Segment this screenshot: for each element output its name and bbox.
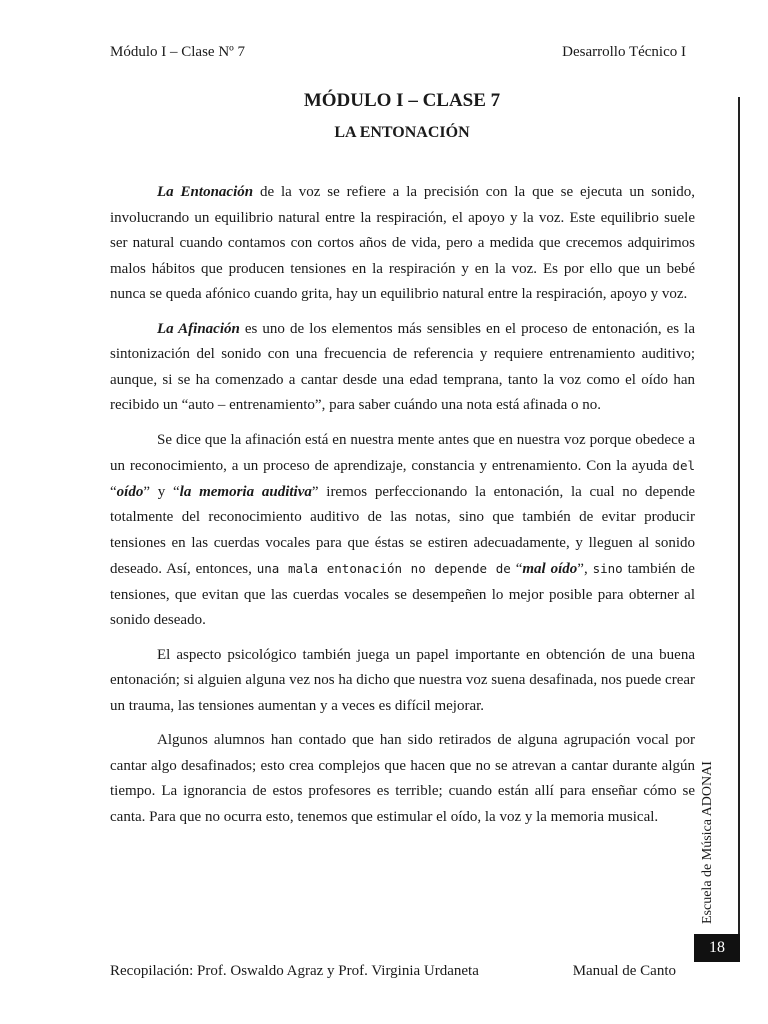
paragraph-3-text-4: ” iremos perfeccionando la entonación, la cual no depende totalmente del reconocimiento auditivo de las notas, sino que también de evitar producir tensiones en las cuerdas vocales para que éstas se estiren adecuadamente, y lleguen al sonido deseado. Así, entonces, (110, 483, 695, 577)
school-label: Escuela de Música ADONAI (700, 761, 715, 924)
paragraph-3-text-7: también de tensiones, que evitan que las cuerdas vocales se desempeñen lo mejor posible para obterner al sonido deseado. (110, 561, 695, 628)
paragraph-4: El aspecto psicológico también juega un papel importante en obtención de una buena entonación; si alguien alguna vez nos ha dicho que nuestra voz suena desafinada, nos puede crear un trauma, las tensiones aumentan y a veces es difícil mejorar. (110, 646, 695, 714)
paragraph-3-text-2: “ (110, 483, 117, 500)
paragraph-2 (110, 317, 695, 419)
paragraph-3-text-3: ” y “ (143, 483, 180, 500)
paragraph-3-text-6: ”, (577, 561, 593, 577)
term-memoria-auditiva: la memoria auditiva (179, 483, 312, 500)
page-title: MÓDULO I – CLASE 7 (303, 90, 501, 111)
header-left: Módulo I – Clase Nº 7 (110, 44, 246, 60)
term-entonacion: La Entonación (157, 184, 254, 200)
footer-credits: Recopilación: Prof. Oswaldo Agraz y Prof. Virginia Urdaneta (110, 963, 479, 979)
paragraph-3-mono-2: una mala entonación no depende de (256, 561, 511, 576)
paragraph-2-text: es uno de los elementos más sensibles en el proceso de entonación, es la sintonización del sonido con una frecuencia de referencia y requiere entrenamiento auditivo; aunque, si se ha comenzado a cantar desde una edad temprana, tanto la voz como el oído han recibido un “auto – entrenamiento”, para saber cuándo una nota está afinada o no. (110, 320, 695, 413)
page-number: 18 (694, 934, 740, 962)
paragraph-3 (110, 428, 695, 634)
paragraph-3-text-5: “ (510, 561, 523, 577)
page-subtitle: LA ENTONACIÓN (334, 124, 470, 141)
term-afinacion: La Afinación (157, 320, 240, 337)
page-footer (110, 963, 676, 983)
term-oido: oído (116, 483, 144, 500)
footer-manual: Manual de Canto (572, 963, 676, 979)
paragraph-1 (110, 180, 695, 308)
term-mal-oido: mal oído (522, 561, 578, 577)
page-header (110, 44, 686, 64)
paragraph-1-text: de la voz se refiere a la precisión con la que se ejecuta un sonido, involucrando un equilibrio natural entre la respiración, el apoyo y la voz. Este equilibrio suele ser natural cuando contamos con cortos años de vida, pero a medida que crecemos adquirimos malos hábitos que producen tensiones en la respiración y en la voz. Es por ello que un bebé nunca se queda afónico cuando grita, hay un equilibrio natural entre la respiración, apoyo y voz. (110, 184, 695, 302)
paragraph-3-mono-3: sino (592, 561, 623, 576)
header-right: Desarrollo Técnico I (562, 44, 686, 60)
margin-rule (738, 97, 740, 935)
paragraph-3-text-1: Se dice que la afinación está en nuestra mente antes que en nuestra voz porque obedece a un reconocimiento, a un proceso de aprendizaje, constancia y entrenamiento. Con la ayuda (110, 431, 695, 474)
paragraph-3-mono-1: del (672, 458, 695, 473)
paragraph-5: Algunos alumnos han contado que han sido retirados de alguna agrupación vocal por cantar algo desafinados; esto crea complejos que hacen que no se atrevan a cantar durante algún tiempo. La ignorancia de estos profesores es terrible; cuando están allí para enseñar cómo se canta. Para que no ocurra esto, tenemos que estimular el oído, la voz y la memoria musical. (110, 732, 695, 825)
body-text (110, 180, 695, 839)
